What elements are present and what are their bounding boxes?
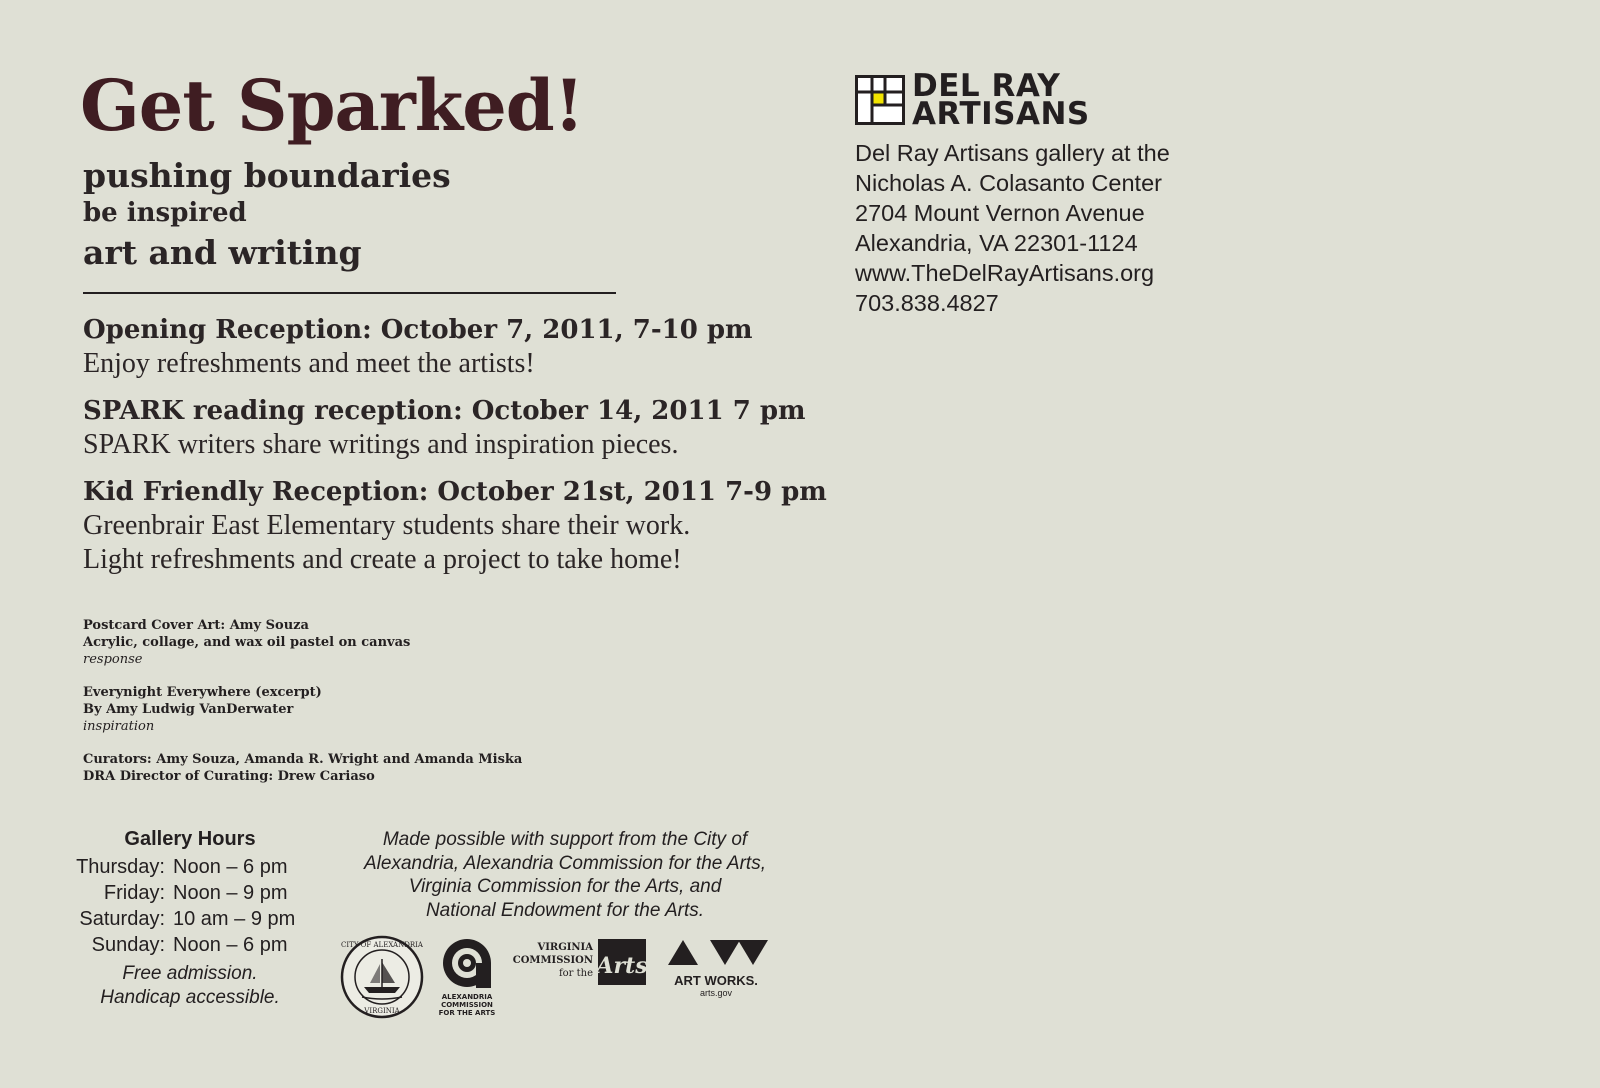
tagline-be-inspired: be inspired [83,198,247,228]
organization-address [855,138,1170,318]
event-spark-description: SPARK writers share writings and inspiration pieces. [83,429,679,460]
credit-medium: Acrylic, collage, and wax oil pastel on canvas [83,635,411,650]
del-ray-artisans-logo-icon [855,75,905,125]
hours-row [70,932,310,958]
website-text: www.TheDelRayArtisans.org [855,260,1155,286]
seal-bottom-text: VIRGINIA [364,1007,400,1015]
event-opening-heading: Opening Reception: October 7, 2011, 7-10 pm [83,315,753,345]
acfa-line-1: ALEXANDRIA [441,993,493,1001]
phone-number: 703.838.4827 [855,290,999,316]
credit-poem-title: Everynight Everywhere (excerpt) [83,685,322,700]
gallery-hours [70,826,310,1010]
vca-line-3: for the [558,968,593,979]
free-admission-note: Free admission. [122,963,258,984]
address-line: 2704 Mount Vernon Avenue [855,200,1145,226]
credit-director: DRA Director of Curating: Drew Cariaso [83,769,375,784]
divider-rule [83,292,616,294]
gallery-hours-title: Gallery Hours [124,828,256,850]
support-line: Made possible with support from the City of [382,829,748,850]
credit-cover-artist: Postcard Cover Art: Amy Souza [83,618,309,633]
vca-line-2: COMMISSION [512,955,593,966]
virginia-commission-logo-icon [513,939,648,985]
acfa-line-2: COMMISSION [441,1001,493,1009]
event-opening-description: Enjoy refreshments and meet the artists! [83,348,535,379]
vca-arts-text: Arts [596,953,648,979]
city-of-alexandria-seal-icon [341,937,424,1017]
organization-name [912,68,1090,132]
nea-art-works-logo-icon [668,940,768,998]
support-line: National Endowment for the Arts. [425,899,705,921]
hours-time: 10 am – 9 pm [173,908,296,930]
address-line: Alexandria, VA 22301-1124 [855,230,1138,256]
seal-top-text: CITY OF ALEXANDRIA [341,941,423,949]
organization-name-line-2: ARTISANS [912,96,1090,132]
hours-time: Noon – 6 pm [173,934,288,956]
nea-art-works-text: ART WORKS. [674,973,758,988]
credit-cover-title: response [83,652,143,667]
address-line: Nicholas A. Colasanto Center [855,170,1162,196]
event-kid-description-1: Greenbrair East Elementary students share their work. [83,510,691,541]
event-kid-heading: Kid Friendly Reception: October 21st, 2011 7-9 pm [83,477,827,507]
alexandria-commission-logo-icon [439,939,496,1017]
credits-cover-art [83,617,410,668]
support-line: Alexandria, Alexandria Commission for the Arts, [364,852,766,874]
event-kid-description-2: Light refreshments and create a project to take home! [83,544,682,575]
credit-curators: Curators: Amy Souza, Amanda R. Wright and Amanda Miska [83,752,523,767]
credit-poem-label: inspiration [83,719,155,734]
hours-row [70,880,310,906]
organization-name-line-1: DEL RAY [912,68,1061,104]
credits-curators [83,751,522,785]
hours-time: Noon – 9 pm [173,882,288,904]
hours-time: Noon – 6 pm [173,856,288,878]
nea-url-text: arts.gov [699,988,733,998]
tagline-art-and-writing: art and writing [83,233,362,272]
vca-line-1: VIRGINIA [537,942,593,953]
hours-day: Saturday: [79,908,165,930]
address-line: Del Ray Artisans gallery at the [855,140,1170,166]
support-statement [340,828,790,922]
event-spark-heading: SPARK reading reception: October 14, 2011 7 pm [83,396,806,426]
acfa-line-3: FOR THE ARTS [438,1009,496,1017]
hours-row [70,854,310,880]
credit-poem-author: By Amy Ludwig VanDerwater [83,702,294,717]
support-line: Virginia Commission for the Arts, and [408,876,722,897]
tagline-pushing-boundaries: pushing boundaries [83,156,451,195]
hours-day: Thursday: [76,856,165,878]
hours-day: Friday: [103,882,165,904]
hours-row [70,906,310,932]
sponsor-logos [340,935,800,1025]
accessibility-note: Handicap accessible. [100,987,280,1008]
credits-poem [83,684,322,735]
hours-day: Sunday: [91,934,165,956]
page-title: Get Sparked! [80,64,584,147]
